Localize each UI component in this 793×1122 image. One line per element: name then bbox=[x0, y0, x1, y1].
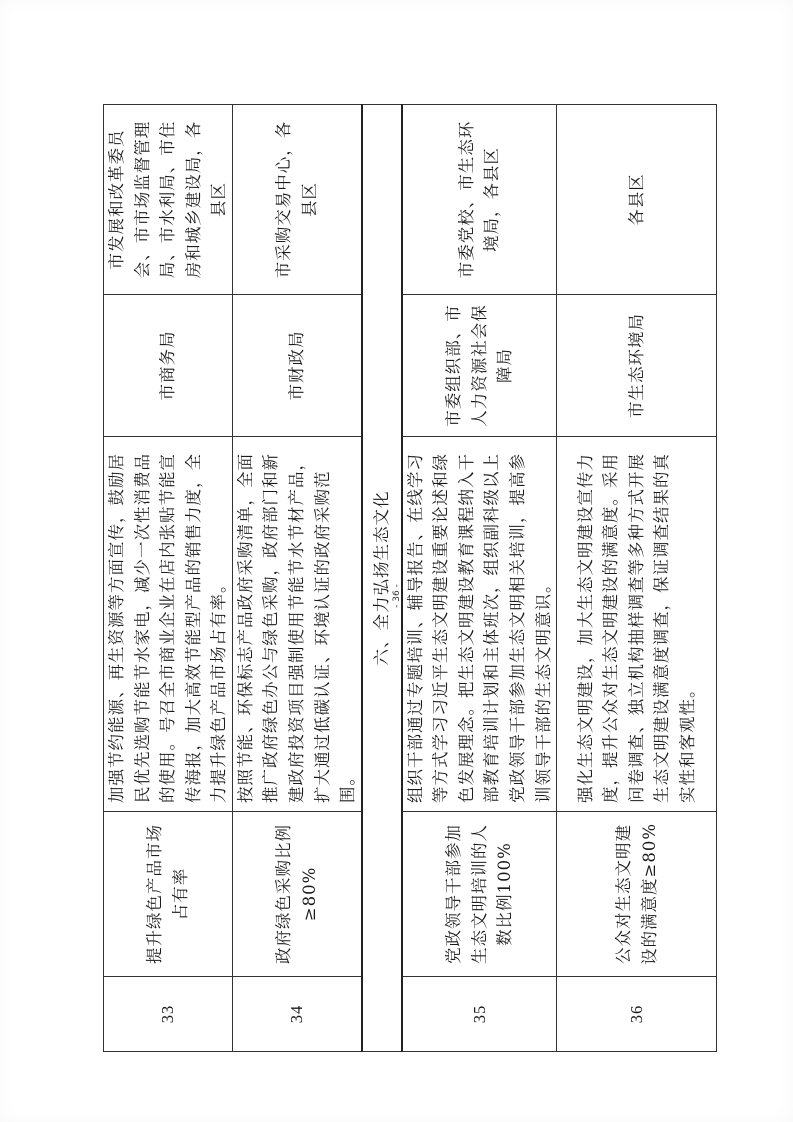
cooperating-units-cell: 各县区 bbox=[557, 105, 717, 295]
table-row bbox=[232, 105, 361, 1052]
row-number: 34 bbox=[232, 977, 361, 1052]
cooperating-units-cell: 市采购交易中心，各县区 bbox=[232, 105, 361, 295]
measures-cell: 组织干部通过专题培训、辅导报告、在线学习等方式学习习近平生态文明建设重要论述和绿色发展理念。把生态文明建设教育课程纳入干部教育培训计划和主体班次，组织副科级以上党政领导干部参加生态文明相关培训，提高参训领导干部的生态文明意识。 bbox=[402, 437, 557, 812]
section-heading: 六、全力弘扬生态文化 bbox=[362, 105, 402, 1052]
cooperating-units-cell: 市发展和改革委员会、市市场监督管理局、市水利局、市住房和城乡建设局，各县区 bbox=[104, 105, 233, 295]
table-row bbox=[557, 105, 717, 1052]
row-number: 35 bbox=[402, 977, 557, 1052]
row-number: 33 bbox=[104, 977, 233, 1052]
lead-unit-cell: 市商务局 bbox=[104, 295, 233, 437]
indicator-cell: 公众对生态文明建设的满意度≥80% bbox=[557, 812, 717, 977]
measures-cell: 按照节能、环保标志产品政府采购清单，全面推广政府绿色办公与绿色采购，政府部门和新建政府投资项目强制使用节能节水节材产品，扩大通过低碳认证、环境认证的政府采购范围。 bbox=[232, 437, 361, 812]
lead-unit-cell: 市委组织部、市人力资源社会保障局 bbox=[402, 295, 557, 437]
indicator-cell: 提升绿色产品市场占有率 bbox=[104, 812, 233, 977]
row-number: 36 bbox=[557, 977, 717, 1052]
indicator-cell: 政府绿色采购比例≥80% bbox=[232, 812, 361, 977]
task-table bbox=[103, 104, 717, 1052]
table-row bbox=[402, 105, 557, 1052]
cooperating-units-cell: 市委党校、市生态环境局，各县区 bbox=[402, 105, 557, 295]
table-row bbox=[104, 105, 233, 1052]
measures-cell: 加强节约能源、再生资源等方面宣传，鼓励居民优先选购节能节水家电，减少一次性消费品的使用。号召全市商业企业在店内张贴节能宣传海报，加大高效节能型产品的销售力度，全力提升绿色产品市场占有率。 bbox=[104, 437, 233, 812]
page-number-text: - 36 - bbox=[392, 584, 403, 608]
measures-cell: 强化生态文明建设，加大生态文明建设宣传力度，提升公众对生态文明建设的满意度。采用问卷调查、独立机构抽样调查等多种方式开展生态文明建设满意度调查，保证调查结果的真实性和客观性。 bbox=[557, 437, 717, 812]
lead-unit-cell: 市财政局 bbox=[232, 295, 361, 437]
lead-unit-cell: 市生态环境局 bbox=[557, 295, 717, 437]
indicator-cell: 党政领导干部参加生态文明培训的人数比例100% bbox=[402, 812, 557, 977]
page-number bbox=[391, 566, 403, 626]
